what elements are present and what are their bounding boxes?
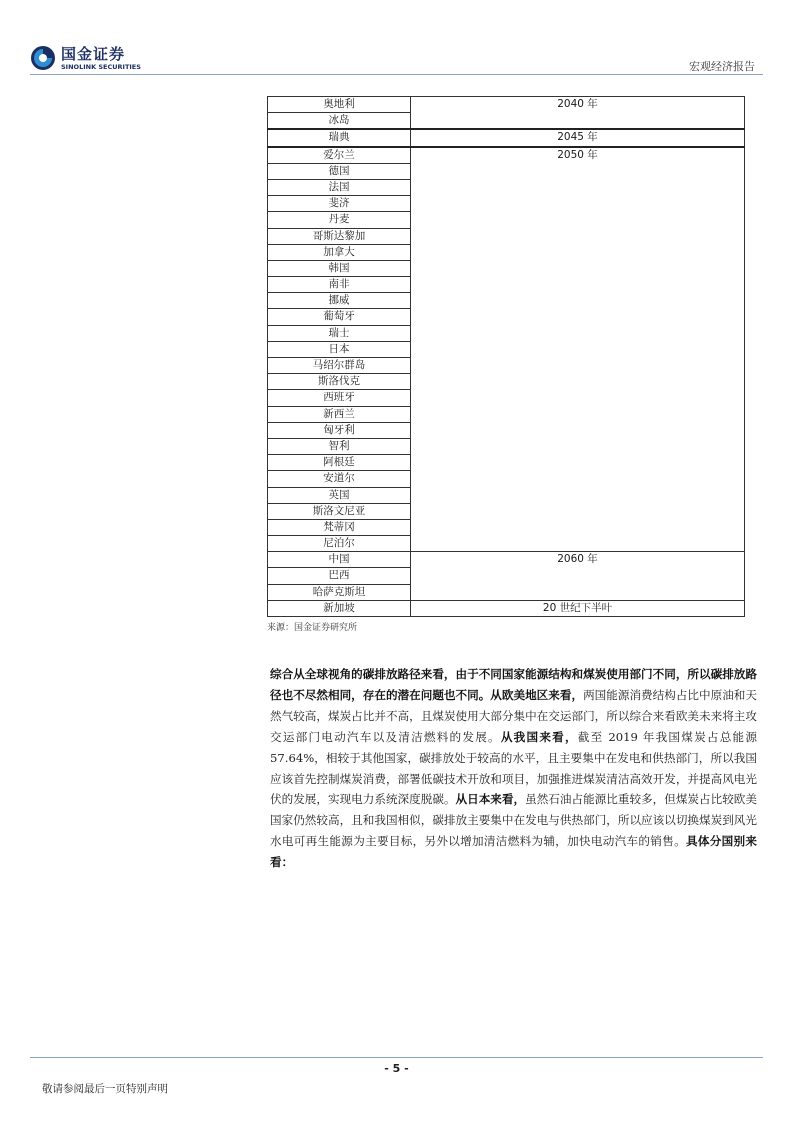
country-cell: 冰岛	[268, 113, 411, 130]
country-cell: 哥斯达黎加	[268, 228, 411, 244]
country-cell: 巴西	[268, 568, 411, 584]
country-cell: 智利	[268, 438, 411, 454]
table-row	[268, 129, 745, 146]
target-year-cell: 2045 年	[411, 129, 745, 146]
paragraph-text: 截至 2019 年我国煤炭占总能源 57.64%，相较于其他国家，碳排放处于较高的水平，且主要集中在发电和供热部门，所以我国应该首先控制煤炭消费，部署低碳技术开放和项目，加强推进煤炭清洁高效开发，并提高风电光伏的发展，实现电力系统深度脱碳。	[270, 729, 757, 807]
paragraph-emphasis: 综合从全球视角的碳排放路径来看，由于不同国家能源结构和煤炭使用部门不同，所以碳排放路径也不尽然相同，存在的潜在问题也不同。从欧美地区来看，	[270, 667, 757, 702]
logo-english-name: SINOLINK SECURITIES	[61, 63, 141, 71]
country-cell: 葡萄牙	[268, 309, 411, 325]
carbon-neutral-target-table	[267, 96, 745, 617]
analysis-paragraph	[270, 664, 757, 873]
country-cell: 哈萨克斯坦	[268, 584, 411, 600]
table-source-note: 来源：国金证券研究所	[267, 623, 358, 633]
header-divider	[30, 74, 763, 75]
country-cell: 南非	[268, 277, 411, 293]
company-logo	[30, 44, 160, 74]
table-row	[268, 552, 745, 568]
country-cell: 新加坡	[268, 600, 411, 616]
country-cell: 斯洛伐克	[268, 374, 411, 390]
country-cell: 安道尔	[268, 471, 411, 487]
country-cell: 西班牙	[268, 390, 411, 406]
country-cell: 德国	[268, 163, 411, 179]
country-cell: 中国	[268, 552, 411, 568]
paragraph-emphasis: 具体分国别来看：	[270, 834, 757, 870]
disclaimer-text: 敬请参阅最后一页特别声明	[42, 1083, 168, 1095]
country-cell: 瑞典	[268, 129, 411, 146]
target-year-cell: 2050 年	[411, 147, 745, 552]
table-row	[268, 147, 745, 164]
country-cell: 法国	[268, 179, 411, 195]
target-year-cell: 20 世纪下半叶	[411, 600, 745, 616]
country-cell: 阿根廷	[268, 455, 411, 471]
target-year-cell: 2060 年	[411, 552, 745, 601]
paragraph-emphasis: 从日本来看，	[455, 792, 526, 807]
country-cell: 匈牙利	[268, 422, 411, 438]
country-cell: 尼泊尔	[268, 536, 411, 552]
report-type-label: 宏观经济报告	[689, 60, 755, 73]
paragraph-emphasis: 从我国来看，	[500, 729, 578, 744]
table-row	[268, 97, 745, 113]
country-cell: 挪威	[268, 293, 411, 309]
country-cell: 斐济	[268, 196, 411, 212]
page-number: - 5 -	[384, 1062, 409, 1075]
country-cell: 马绍尔群岛	[268, 358, 411, 374]
country-cell: 爱尔兰	[268, 147, 411, 164]
country-cell: 奥地利	[268, 97, 411, 113]
country-cell: 日本	[268, 341, 411, 357]
country-cell: 斯洛文尼亚	[268, 503, 411, 519]
country-cell: 梵蒂冈	[268, 519, 411, 535]
table-row	[268, 600, 745, 616]
footer-divider	[30, 1057, 763, 1058]
country-cell: 英国	[268, 487, 411, 503]
paragraph-text: 虽然石油占能源比重较多，但煤炭占比较欧美国家仍然较高，且和我国相似，碳排放主要集中在发电与供热部门，所以应该以切换煤炭到风光水电可再生能源为主要目标，另外以增加清洁燃料为辅，加快电动汽车的销售。	[270, 792, 757, 849]
sinolink-logo-icon	[30, 45, 56, 71]
paragraph-text: 两国能源消费结构占比中原油和天然气较高，煤炭占比并不高，且煤炭使用大部分集中在交运部门，所以综合来看欧美未来将主攻交运部门电动汽车以及清洁燃料的发展。	[270, 687, 757, 744]
target-year-cell: 2040 年	[411, 97, 745, 130]
logo-chinese-name: 国金证券	[61, 45, 126, 63]
country-cell: 丹麦	[268, 212, 411, 228]
country-cell: 瑞士	[268, 325, 411, 341]
country-cell: 加拿大	[268, 244, 411, 260]
country-cell: 新西兰	[268, 406, 411, 422]
country-cell: 韩国	[268, 260, 411, 276]
